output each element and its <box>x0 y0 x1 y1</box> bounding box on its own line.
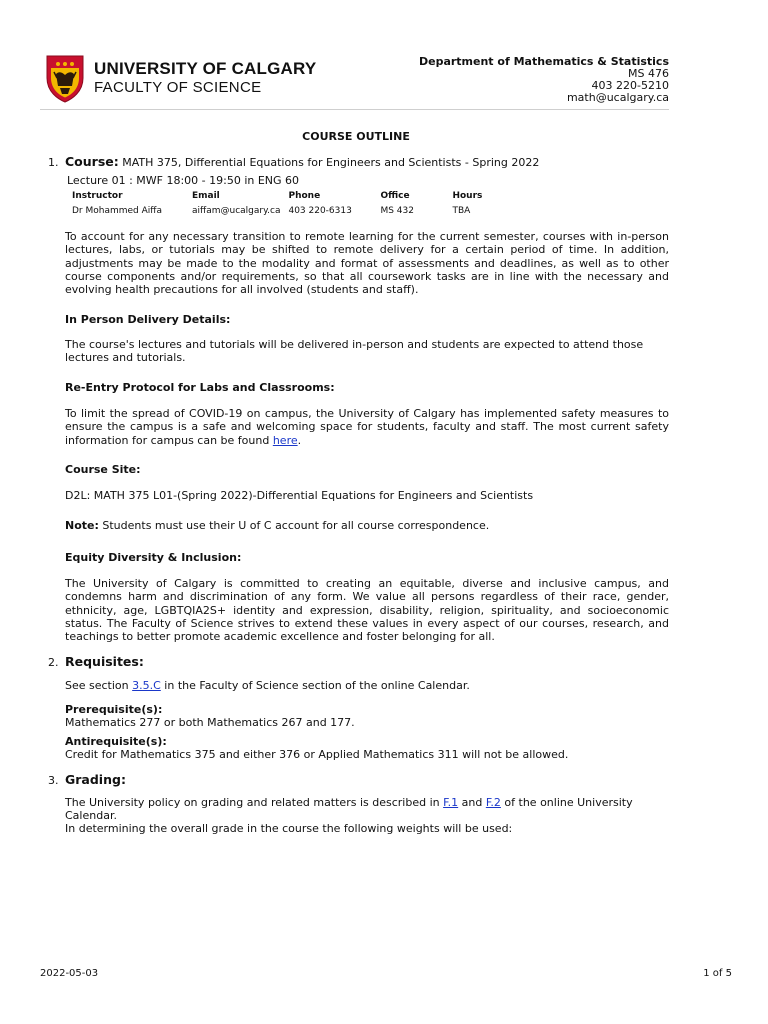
calendar-f1-link[interactable]: F.1 <box>443 796 459 809</box>
department-phone: 403 220-5210 <box>591 79 669 92</box>
reentry-paragraph <box>65 407 669 447</box>
university-logo <box>44 52 316 104</box>
in-person-paragraph: The course's lectures and tutorials will be delivered in-person and students are expected to attend those lectures and tutorials. <box>65 338 644 365</box>
table-row <box>68 203 486 216</box>
section-1-label: Course: <box>65 154 119 169</box>
reentry-text: To limit the spread of COVID-19 on campus, the University of Calgary has implemented safety measures to ensure the campus is a safe and welcoming space for students, faculty and staff. The most current safety information for campus can be found <box>65 407 669 447</box>
col-hours: Hours <box>452 191 483 201</box>
prerequisite-heading: Prerequisite(s): <box>65 703 163 716</box>
department-name: Department of Mathematics & Statistics <box>418 55 669 68</box>
reentry-end: . <box>297 433 302 447</box>
section-1-heading <box>65 154 539 169</box>
col-office: Office <box>380 191 410 201</box>
equity-heading: Equity Diversity & Inclusion: <box>65 551 242 564</box>
safety-info-link[interactable]: here <box>272 433 298 447</box>
instructor-office: MS 432 <box>380 206 414 216</box>
header-divider <box>40 109 669 110</box>
policy-text: The University policy on grading and related matters is described in <box>65 796 444 809</box>
col-email: Email <box>192 191 220 201</box>
page-number: 1 of 5 <box>703 968 732 979</box>
grading-policy-paragraph <box>65 796 669 823</box>
faculty-name: FACULTY OF SCIENCE <box>94 79 262 96</box>
instructor-table-header <box>68 191 486 203</box>
footer-date: 2022-05-03 <box>40 968 99 979</box>
university-name: UNIVERSITY OF CALGARY <box>94 59 317 78</box>
section-3-number: 3. <box>48 774 59 787</box>
antirequisite-heading: Antirequisite(s): <box>65 735 167 748</box>
department-room: MS 476 <box>628 67 669 80</box>
section-2-number: 2. <box>48 656 59 669</box>
university-crest-icon <box>44 52 86 104</box>
antirequisite-text: Credit for Mathematics 375 and either 376 or Applied Mathematics 311 will not be allowed. <box>65 748 569 761</box>
section-1-number: 1. <box>48 156 59 169</box>
instructor-phone: 403 220-6313 <box>288 206 352 216</box>
equity-paragraph: The University of Calgary is committed to creating an equitable, diverse and inclusive campus, and condemns harm and discrimination of any form. We value all persons regardless of their race, gender, ethnicity, age, LGBTQIA2S+ identity and expression, disability, religion, spirituality, and socioeconomic status. The Faculty of Science strives to extend these values in every aspect of our courses, research, and teachings to better promote academic excellence and foster belonging for all. <box>65 577 669 644</box>
prerequisite-text: Mathematics 277 or both Mathematics 267 and 177. <box>65 716 355 729</box>
department-email: math@ucalgary.ca <box>566 91 669 104</box>
calendar-f2-link[interactable]: F.2 <box>485 796 501 809</box>
col-phone: Phone <box>288 191 321 201</box>
section-2-heading: Requisites: <box>65 654 144 669</box>
note-text: Students must use their U of C account for all course correspondence. <box>98 519 490 532</box>
requisites-see-section <box>65 679 669 692</box>
policy-and: and <box>458 796 486 809</box>
course-site-heading: Course Site: <box>65 463 141 476</box>
instructor-hours: TBA <box>452 206 471 216</box>
department-contact <box>419 56 669 104</box>
calendar-section-link[interactable]: 3.5.C <box>132 679 161 692</box>
instructor-email: aiffam@ucalgary.ca <box>192 206 281 216</box>
course-title: MATH 375, Differential Equations for Engineers and Scientists - Spring 2022 <box>122 156 540 169</box>
remote-learning-paragraph: To account for any necessary transition to remote learning for the current semester, courses with in-person lectures, labs, or tutorials may be shifted to remote delivery for a certain period of time. In addition, adjustments may be made to the modality and format of assessments and deadlines, as well as to other course components and/or requirements, so that all coursework tasks are in line with the necessary and evolving health precautions for all involved (students and staff). <box>65 230 669 297</box>
weights-intro: In determining the overall grade in the course the following weights will be used: <box>65 822 513 835</box>
in-person-heading: In Person Delivery Details: <box>65 313 231 326</box>
section-3-heading: Grading: <box>65 772 126 787</box>
note-label: Note: <box>65 519 99 532</box>
see-section-after: in the Faculty of Science section of the online Calendar. <box>160 679 470 692</box>
reentry-heading: Re-Entry Protocol for Labs and Classrooms: <box>65 381 335 394</box>
see-section-text: See section <box>65 679 133 692</box>
col-instructor: Instructor <box>72 191 123 201</box>
instructor-name: Dr Mohammed Aiffa <box>72 206 162 216</box>
lecture-info: Lecture 01 : MWF 18:00 - 19:50 in ENG 60 <box>67 174 300 187</box>
course-site-text: D2L: MATH 375 L01-(Spring 2022)-Differential Equations for Engineers and Scientists <box>65 489 534 502</box>
note-paragraph <box>65 519 669 532</box>
policy-after: of the online University Calendar. <box>65 796 633 823</box>
page-title: COURSE OUTLINE <box>302 130 410 143</box>
instructor-table <box>68 191 486 216</box>
